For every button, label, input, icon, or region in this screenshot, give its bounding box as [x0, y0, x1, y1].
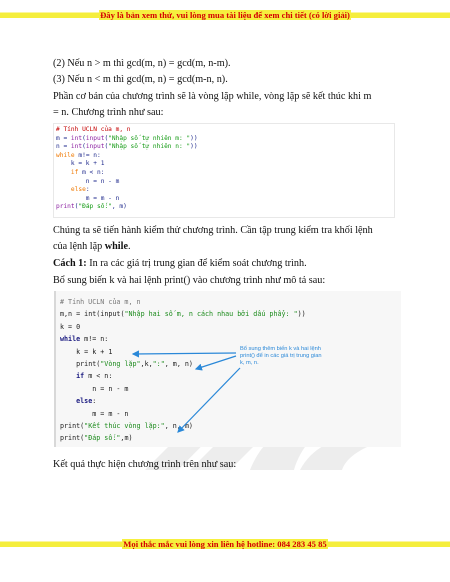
code-keyword: if [76, 372, 85, 381]
annotation-callout [240, 346, 340, 367]
code-text: ( [104, 143, 109, 151]
code-builtin: print [60, 422, 81, 431]
code-builtin: int [70, 134, 83, 142]
code-text: m!= n: [80, 335, 109, 344]
annotation-line-1: Bổ sung thêm biến k và hai lệnh [240, 346, 321, 352]
code-text: n = [56, 143, 71, 151]
code-keyword: while [60, 335, 81, 344]
addition-line: Bổ sung biến k và hai lệnh print() vào chương trình như mô tả sau: [53, 275, 326, 286]
code-comment: # Tính UCLN của m, n [56, 126, 131, 133]
code-text: m < n: [78, 168, 105, 176]
code-text: , n, m) [164, 422, 193, 431]
code-keyword: if [70, 168, 79, 176]
annotation-line-2: print() để in các giá trị trung gian [240, 353, 322, 359]
code-string: "Nhập hai số m, n cách nhau bởi dấu phẩy: " [124, 310, 298, 319]
code-string: "Nhập số tự nhiên n: " [108, 143, 191, 151]
result-line: Kết quả thực hiện chương trình trên như sau: [53, 459, 237, 470]
code-text: : [85, 186, 90, 194]
code-builtin: int [84, 310, 97, 319]
code-text: m = m - n [60, 409, 129, 418]
code-text: n = n - m [60, 384, 129, 393]
code-text: ( [82, 143, 86, 151]
code-text: n = n - m [56, 177, 120, 185]
code-builtin: input [85, 134, 105, 142]
code-text: m < n: [84, 372, 113, 381]
code-text: ( [80, 422, 85, 431]
code-text: , m) [111, 203, 127, 211]
code-string: ":" [152, 360, 165, 369]
code-text: k = k + 1 [56, 160, 105, 168]
code-string: "Đáp số:" [84, 434, 121, 443]
code-string: "Kết thúc vòng lặp:" [84, 422, 165, 431]
code-text: m = m - n [56, 194, 120, 202]
test-line-1: Chúng ta sẽ tiến hành kiểm thử chương trình. Cần tập trung kiểm tra khối lệnh [53, 225, 373, 236]
code-text: : [92, 397, 97, 406]
code-text: ( [74, 203, 79, 211]
intro-line-2: = n. Chương trình như sau: [53, 107, 164, 118]
code-text: m,n = [60, 310, 85, 319]
code-text: ,k, [140, 360, 153, 369]
hotline-notice-text: Mọi thắc mắc vui lòng xin liên hệ hotline: 084 283 45 85 [123, 539, 327, 549]
method-1-text: In ra các giá trị trung gian để kiểm soát chương trình. [86, 258, 307, 269]
code-text: k = 0 [60, 322, 81, 331]
code-text: ( [120, 310, 125, 319]
code-text: , m, n) [164, 360, 193, 369]
code-text: k = k + 1 [60, 347, 113, 356]
arrow-to-counter [133, 353, 236, 354]
code-comment: # Tính UCLN của m, n [60, 298, 141, 306]
intro-line-1: Phần cơ bản của chương trình sẽ là vòng lặp while, vòng lặp sẽ kết thúc khi m [53, 91, 372, 102]
test-line-2-text: của lệnh lặp [53, 241, 105, 252]
code-keyword: else [76, 397, 93, 406]
code-text: ( [82, 134, 86, 142]
rule-2-text: (2) Nếu n > m thì gcd(m, n) = gcd(m, n-m). [53, 58, 231, 69]
code-keyword: while [56, 151, 75, 159]
code-builtin: int [70, 143, 83, 151]
code-text: ,m) [120, 434, 133, 443]
code-builtin: input [85, 143, 105, 151]
code-text: ( [96, 310, 101, 319]
code-text: ( [104, 134, 109, 142]
code-builtin: print [56, 203, 75, 211]
code-text: m!= n: [74, 151, 101, 159]
hotline-notice-footer [0, 539, 450, 549]
rule-3-text: (3) Nếu n < m thì gcd(m, n) = gcd(m-n, n). [53, 74, 228, 85]
code-builtin: input [100, 310, 121, 319]
code-string: "Đáp số:" [78, 203, 112, 211]
code-keyword: else [70, 186, 86, 194]
code-text: ( [96, 360, 101, 369]
code-text: )) [190, 134, 198, 142]
code-string: "Vòng lặp" [100, 360, 141, 369]
code-string: "Nhập số tự nhiên m: " [108, 134, 191, 142]
code-text: ( [80, 434, 85, 443]
test-line-2-period: . [127, 241, 131, 252]
method-1-label: Cách 1: [53, 258, 87, 269]
preview-notice-text: Đây là bản xem thử, vui lòng mua tài liệu để xem chi tiết (có lời giải) [100, 10, 350, 20]
code-text: )) [297, 310, 306, 319]
code-text: m = [56, 134, 71, 142]
code-text: )) [190, 143, 198, 151]
arrow-to-print [196, 356, 236, 369]
annotation-line-3: k, m, n. [240, 360, 259, 366]
arrow-to-final-print [178, 368, 240, 432]
while-keyword-bold: while [104, 241, 128, 252]
code-builtin: print [76, 360, 97, 369]
code-builtin: print [60, 434, 81, 443]
